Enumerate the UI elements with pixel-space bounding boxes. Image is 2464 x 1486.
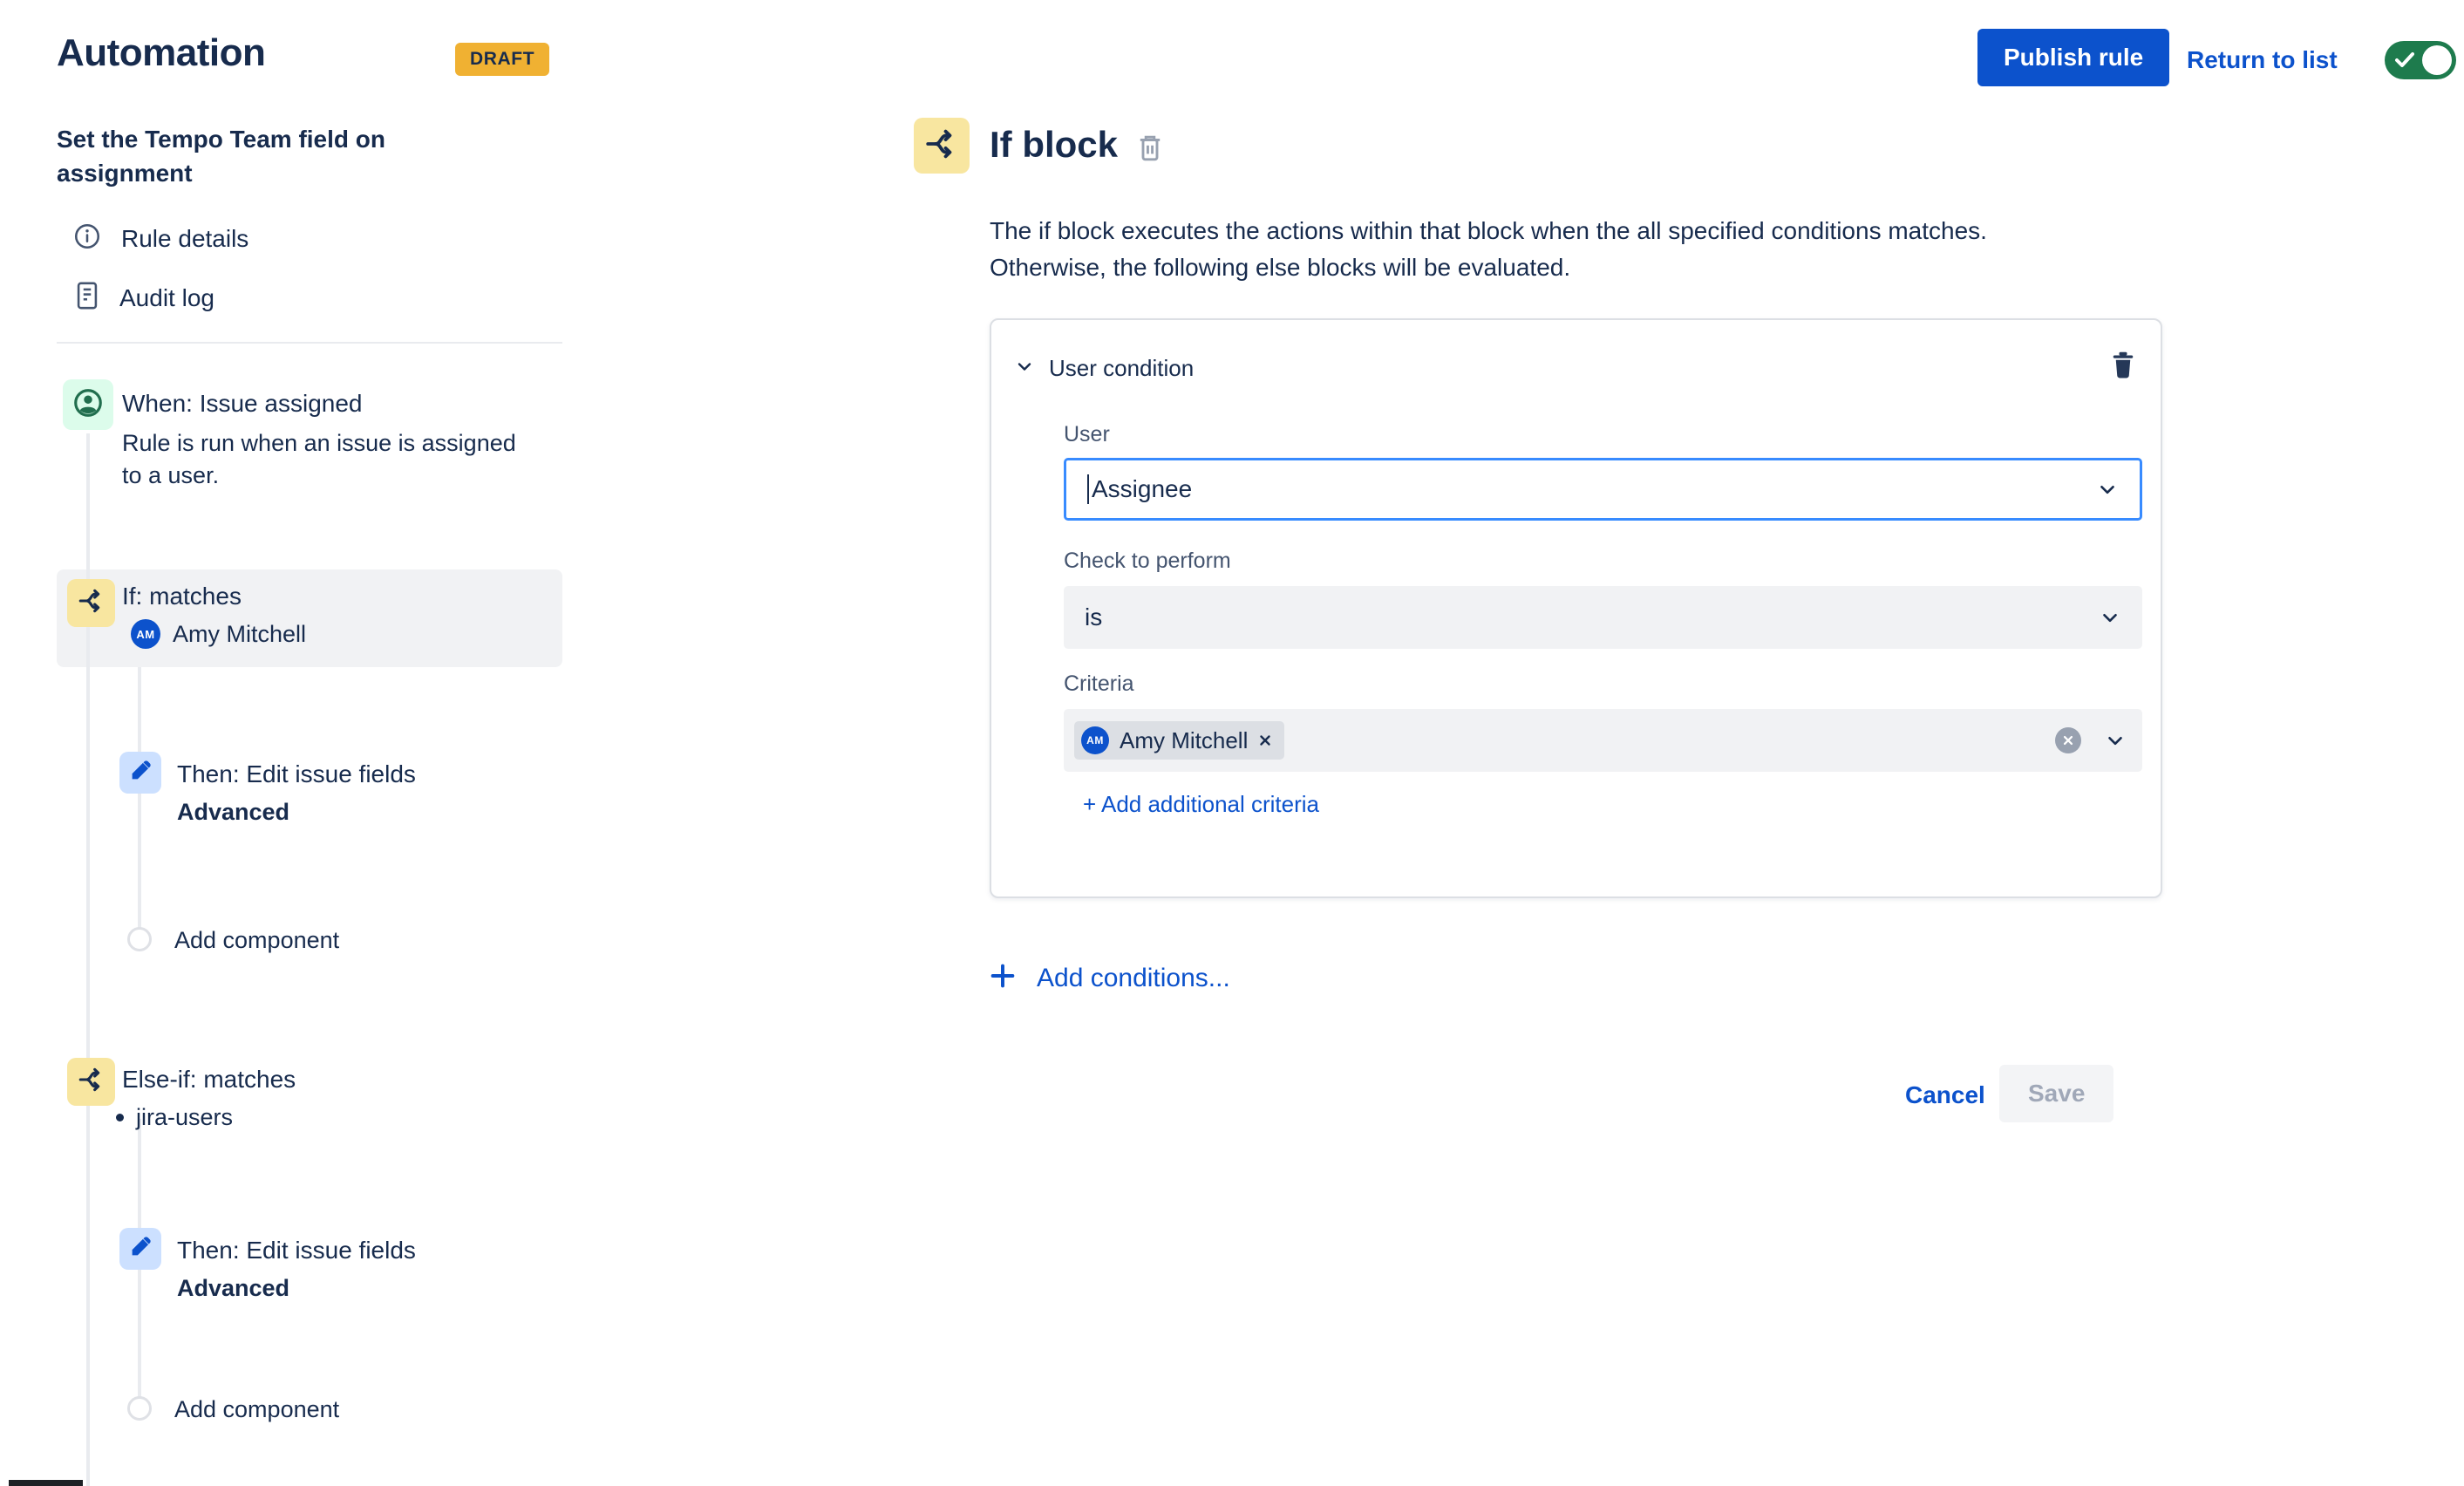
rule-name: Set the Tempo Team field on assignment [57,126,386,187]
trigger-icon-tile[interactable] [63,379,113,430]
add-conditions-label: Add conditions... [1037,963,1230,992]
text-cursor [1087,474,1089,504]
avatar: AM [1081,726,1109,754]
then-block-subtitle: Advanced [177,799,290,825]
then-block-title[interactable]: Then: Edit issue fields [177,760,416,787]
if-block-title: If: matches [122,583,242,610]
add-component-label[interactable]: Add component [174,927,340,953]
pencil-icon [128,759,153,787]
bottom-edge-bar [9,1480,83,1486]
sidebar-item-label: Audit log [119,283,214,311]
block-description: The if block executes the actions within that block when the all specified conditions matches. Otherwise, the following else blocks will be evaluated. [990,217,1987,281]
branch-icon [923,126,960,167]
page-title: Automation [57,31,266,74]
chevron-down-icon[interactable] [2096,478,2119,501]
criteria-multiselect[interactable] [1064,709,2142,772]
if-branch-icon-tile [67,579,115,627]
then-action-icon-tile[interactable] [119,752,161,794]
trash-icon [1136,153,1164,167]
check-select[interactable] [1064,586,2142,649]
if-block-user-name: Amy Mitchell [173,620,307,647]
chevron-down-icon [1014,356,1035,381]
bullet-icon [116,1114,124,1121]
criteria-field-label: Criteria [1064,671,1134,696]
elseif-branch-icon-tile[interactable] [67,1058,115,1106]
branch-icon [77,1065,106,1099]
trash-filled-icon [2110,368,2136,383]
info-icon [72,222,102,256]
add-component-circle[interactable] [127,927,152,951]
sidebar-item-rule-details[interactable] [72,222,248,256]
clear-all-icon[interactable] [2055,727,2081,753]
user-select[interactable] [1064,458,2142,521]
elseif-group-name: jira-users [136,1104,234,1130]
delete-condition-button[interactable] [2110,350,2136,384]
add-additional-criteria-link[interactable]: + Add additional criteria [1083,791,1320,817]
avatar: AM [131,619,160,649]
then-block-title[interactable]: Then: Edit issue fields [177,1237,416,1264]
check-field-label: Check to perform [1064,549,1231,573]
toggle-knob [2422,45,2452,75]
elseif-block-group [116,1104,233,1131]
branch-icon [77,586,106,620]
sidebar-item-audit-log[interactable] [74,281,214,315]
pencil-icon [128,1235,153,1264]
chevron-down-icon[interactable] [2104,729,2127,752]
publish-rule-button[interactable]: Publish rule [1977,29,2169,86]
user-condition-card [990,318,2162,898]
return-to-list-link[interactable]: Return to list [2187,46,2338,73]
save-button[interactable]: Save [1999,1065,2113,1122]
add-component-circle[interactable] [127,1396,152,1421]
add-component-label[interactable]: Add component [174,1396,340,1422]
condition-collapse-header[interactable] [1014,355,1194,382]
tree-connector-if-branch [138,667,141,939]
if-block-heading-icon-tile [914,118,970,174]
delete-block-button[interactable] [1136,133,1164,168]
criteria-chip-name: Amy Mitchell [1120,726,1249,753]
sidebar-item-label: Rule details [121,224,249,252]
if-block-user [131,619,306,649]
page-heading: If block [990,124,1119,165]
sidebar-divider [57,342,562,344]
add-conditions-button[interactable] [988,961,1230,995]
elseif-block-title: Else-if: matches [122,1066,296,1093]
trigger-description: Rule is run when an issue is assigned to a user. [122,430,516,488]
condition-title: User condition [1049,355,1195,381]
user-select-value: Assignee [1092,475,1193,502]
cancel-button[interactable]: Cancel [1905,1081,1985,1108]
chevron-down-icon[interactable] [2099,606,2121,629]
remove-chip-icon[interactable] [1258,733,1272,747]
rule-enabled-toggle[interactable] [2385,41,2456,79]
then-block-subtitle: Advanced [177,1275,290,1301]
status-badge: DRAFT [455,43,549,76]
trigger-title[interactable]: When: Issue assigned [122,390,363,417]
plus-icon [988,961,1018,995]
audit-log-icon [74,281,100,315]
criteria-chip [1074,721,1284,760]
check-select-value: is [1085,603,1103,631]
user-trigger-icon [71,386,105,424]
then-action-icon-tile[interactable] [119,1228,161,1270]
user-field-label: User [1064,422,1110,446]
